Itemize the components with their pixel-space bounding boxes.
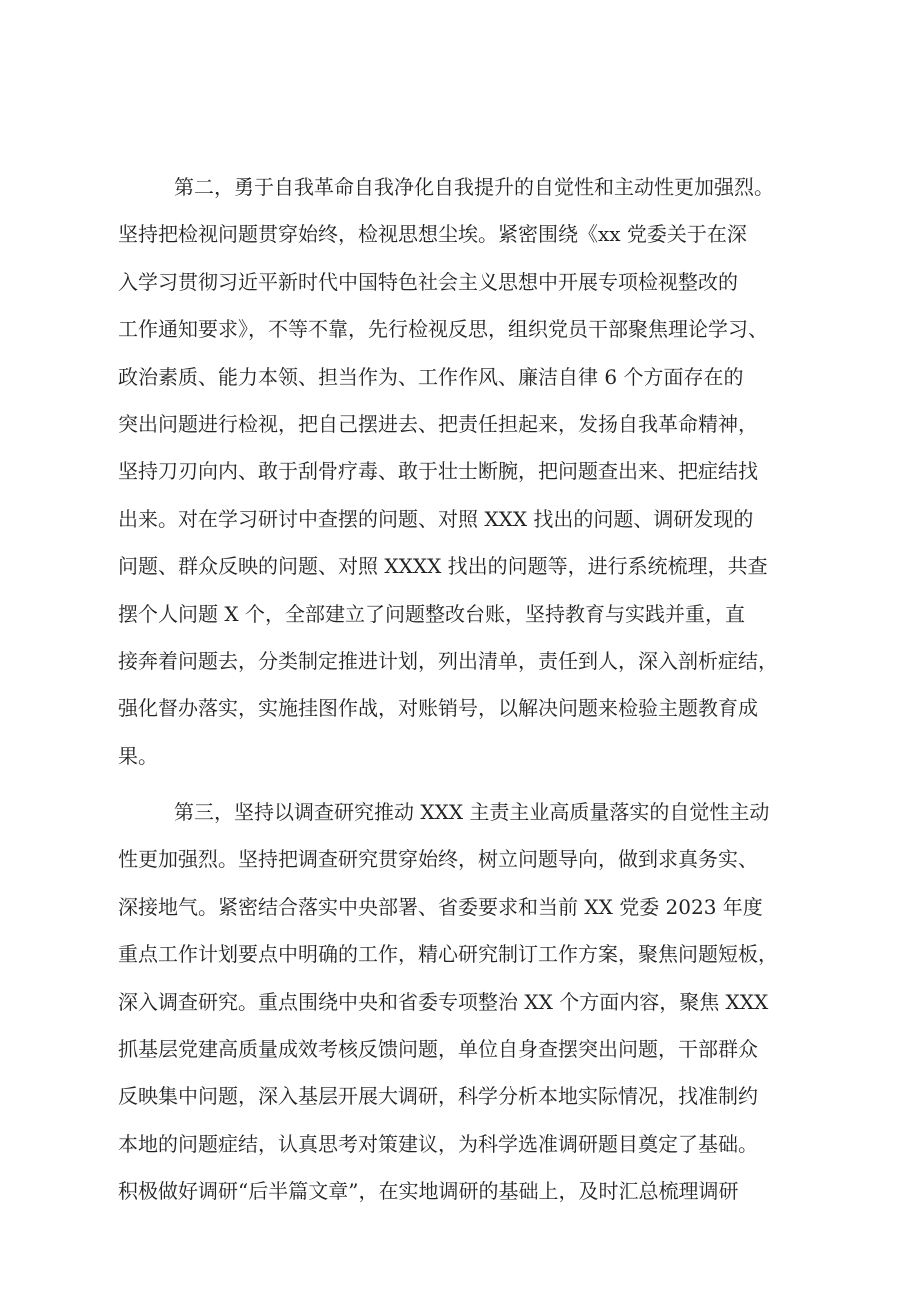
text-line: 摆个人问题 X 个，全部建立了问题整改台账，坚持教育与实践并重，直 <box>118 601 745 626</box>
text-line: 坚持把检视问题贯穿始终，检视思想尘埃。紧密围绕《xx 党委关于在深 <box>118 222 747 247</box>
document-body <box>118 164 808 1216</box>
text-line: 抓基层党建高质量成效考核反馈问题，单位自身查摆突出问题，干部群众 <box>118 1037 758 1062</box>
text-line: 突出问题进行检视，把自己摆进去、把责任担起来，发扬自我革命精神， <box>118 411 758 436</box>
text-line: 第三，坚持以调查研究推动 XXX 主责主业高质量落实的自觉性主动 <box>174 800 770 825</box>
text-line: 深接地气。紧密结合落实中央部署、省委要求和当前 XX 党委 2023 年度 <box>118 894 763 919</box>
text-line: 坚持刀刃向内、敢于刮骨疗毒、敢于壮士断腕，把问题查出来、把症结找 <box>118 459 758 484</box>
text-line: 果。 <box>118 743 158 768</box>
text-line: 接奔着问题去，分类制定推进计划，列出清单，责任到人，深入剖析症结， <box>118 648 778 673</box>
text-line: 强化督办落实，实施挂图作战，对账销号，以解决问题来检验主题教育成 <box>118 696 758 721</box>
text-line: 本地的问题症结，认真思考对策建议，为科学选准调研题目奠定了基础。 <box>118 1131 758 1156</box>
text-line: 性更加强烈。坚持把调查研究贯穿始终，树立问题导向，做到求真务实、 <box>118 847 758 872</box>
paragraph-gap <box>118 780 808 789</box>
text-line: 重点工作计划要点中明确的工作，精心研究制订工作方案，聚焦问题短板， <box>118 942 778 967</box>
text-line: 问题、群众反映的问题、对照 XXXX 找出的问题等，进行系统梳理，共查 <box>118 554 768 579</box>
text-line: 出来。对在学习研讨中查摆的问题、对照 XXX 找出的问题、调研发现的 <box>118 506 754 531</box>
paragraph-second <box>118 164 808 780</box>
text-line: 政治素质、能力本领、担当作为、工作作风、廉洁自律 6 个方面存在的 <box>118 364 744 389</box>
text-line: 入学习贯彻习近平新时代中国特色社会主义思想中开展专项检视整改的 <box>118 269 738 294</box>
text-line: 积极做好调研“后半篇文章”，在实地调研的基础上，及时汇总梳理调研 <box>118 1179 739 1204</box>
text-line: 第二，勇于自我革命自我净化自我提升的自觉性和主动性更加强烈。 <box>174 175 774 199</box>
paragraph-third <box>118 789 808 1216</box>
text-line: 工作通知要求》，不等不靠，先行检视反思，组织党员干部聚焦理论学习、 <box>118 317 768 342</box>
text-line: 反映集中问题，深入基层开展大调研，科学分析本地实际情况，找准制约 <box>118 1084 758 1109</box>
text-line: 深入调查研究。重点围绕中央和省委专项整治 XX 个方面内容，聚焦 XXX <box>118 989 769 1014</box>
